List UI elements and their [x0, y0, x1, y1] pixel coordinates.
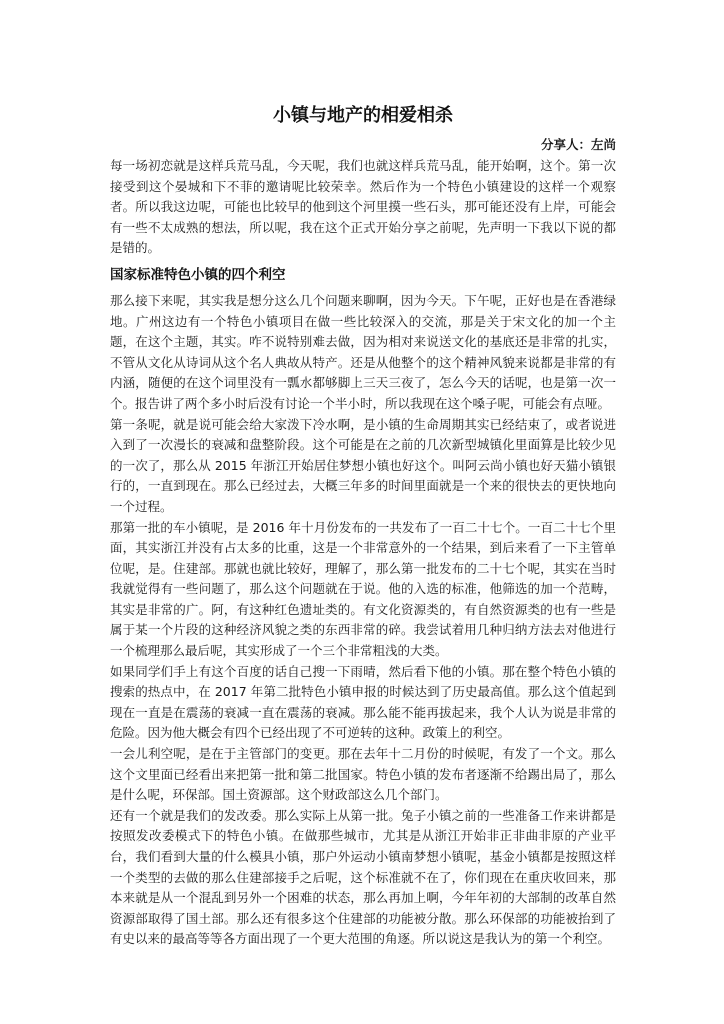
body-paragraph: 那第一批的车小镇呢，是 2016 年十月份发布的一共发布了一百二十七个。一百二十七个里面，其实浙江并没有占太多的比重，这是一个非常意外的一个结果，到后来看了一下主管单位呢，是。住建部。那就也就比较好，理解了，那么第一批发布的二十七个呢，其实在当时我就觉得有一些问题了，那么这个问题就在于说。他的入选的标准，他筛选的加一个范畴，其实是非常的广。阿，有这种红色遗址类的。有文化资源类的，有自然资源类的也有一些是属于某一个片段的这种经济风貌之类的东西非常的碎。我尝试着用几种归纳方法去对他进行一个梳理那么最后呢，其实形成了一个三个非常粗浅的大类。 — [110, 519, 616, 659]
document-page — [110, 104, 616, 950]
document-title: 小镇与地产的相爱相杀 — [273, 105, 453, 126]
body-paragraph: 那么接下来呢，其实我是想分这么几个问题来聊啊，因为今天。下午呢，正好也是在香港绿地。广州这边有一个特色小镇项目在做一些比较深入的交流，那是关于宋文化的加一个主题，在这个主题，其实。咋不说特别难去做，因为相对来说送文化的基底还是非常的扎实，不管从文化从诗词从这个名人典故从特产。还是从他整个的这个精神风貌来说都是非常的有内涵，随便的在这个词里没有一瓢水都够脚上三天三夜了，怎么今天的话呢，也是第一次一个。报告讲了两个多小时后没有讨论一个半小时，所以我现在这个嗓子呢，可能会有点哑。 — [110, 292, 616, 411]
intro-paragraph: 每一场初恋就是这样兵荒马乱，今天呢，我们也就这样兵荒马乱，能开始啊，这个。第一次接受到这个晏城和下不菲的邀请呢比较荣幸。然后作为一个特色小镇建设的这样一个观察者。所以我这边呢，可能也比较早的他到这个河里摸一些石头，那可能还没有上岸，可能会有一些不太成熟的想法，所以呢，我在这个正式开始分享之前呢，先声明一下我以下说的都是错的。 — [110, 158, 616, 256]
body-paragraph: 还有一个就是我们的发改委。那么实际上从第一批。兔子小镇之前的一些准备工作来讲都是按照发改委模式下的特色小镇。在做那些城市，尤其是从浙江开始非正非曲非原的产业平台，我们看到大量的什么模具小镇，那户外运动小镇南梦想小镇呢，基金小镇都是按照这样一个类型的去做的那么住建部接手之后呢，这个标准就不在了，你们现在在重庆收回来，那本来就是从一个混乱到另外一个困难的状态，那么再加上啊，今年年初的大部制的改革自然资源部取得了国土部。那么还有很多这个住建部的功能被分散。那么环保部的功能被抬到了有史以来的最高等等各方面出现了一个更大范围的角逐。所以说这是我认为的第一个利空。 — [110, 807, 616, 947]
body-paragraph: 如果同学们手上有这个百度的话自己搜一下雨晴，然后看下他的小镇。那在整个特色小镇的搜索的热点中，在 2017 年第二批特色小镇申报的时候达到了历史最高值。那么这个值起到现在一直是在震荡的衰减一直在震荡的衰减。那么能不能再拔起来，我个人认为说是非常的危险。因为他大概会有四个已经出现了不可逆转的这种。政策上的利空。 — [110, 663, 616, 741]
body-paragraph: 第一条呢，就是说可能会给大家泼下冷水啊，是小镇的生命周期其实已经结束了，或者说进入到了一次漫长的衰减和盘整阶段。这个可能是在之前的几次新型城镇化里面算是比较少见的一次了，那么从 2015 年浙江开始居住梦想小镇也好这个。叫阿云尚小镇也好天猫小镇银行的，一直到现在。那么已经过去，大概三年多的时间里面就是一个来的很快去的更快地向一个过程。 — [110, 416, 616, 514]
body-paragraph: 一会儿利空呢，是在于主管部门的变更。那在去年十二月份的时候呢，有发了一个文。那么这个文里面已经看出来把第一批和第二批国家。特色小镇的发布者逐渐不给踢出局了，那么是什么呢，环保部。国土资源部。这个财政部这么几个部门。 — [110, 746, 616, 803]
sharer-line: 分享人：左尚 — [540, 137, 616, 152]
section-heading: 国家标准特色小镇的四个利空 — [110, 266, 286, 283]
